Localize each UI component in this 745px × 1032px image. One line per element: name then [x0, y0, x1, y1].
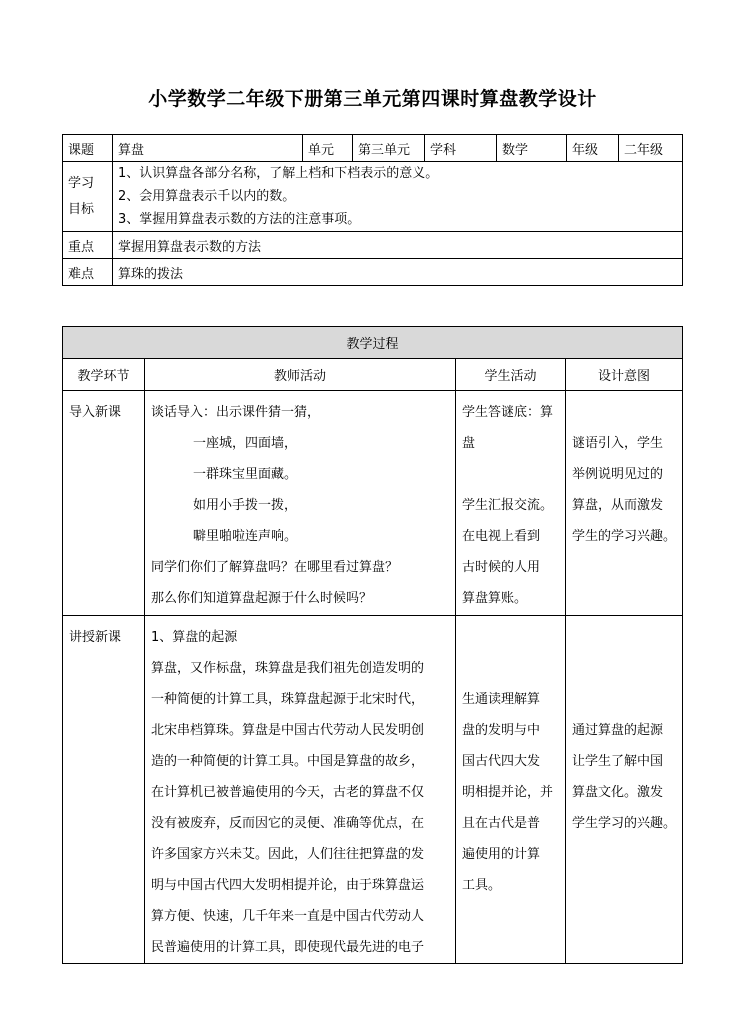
text-line: 举例说明见过的: [572, 467, 664, 482]
student-activity-cell: [456, 391, 566, 616]
text-line: 谈话导入：出示课件猜一猜，: [151, 405, 321, 420]
column-header-student: 学生活动: [456, 359, 566, 391]
text-line: 算盘文化。激发: [572, 785, 664, 800]
text-line: 学生汇报交流。: [462, 498, 554, 513]
key-value: 掌握用算盘表示数的方法: [113, 232, 683, 259]
text-line: 一座城，四面墙，: [193, 436, 298, 451]
text-line: 明相提并论，并: [462, 785, 554, 800]
text-line: 明与中国古代四大发明相提并论，由于珠算盘运: [151, 878, 425, 893]
column-header-teacher: 教师活动: [145, 359, 456, 391]
text-line: 学生的学习兴趣。: [572, 529, 677, 544]
page-title: 小学数学二年级下册第三单元第四课时算盘教学设计: [148, 88, 597, 110]
design-intent-cell: [566, 616, 683, 964]
goals-label-line2: 目标: [68, 201, 95, 217]
teacher-activity-cell: [145, 391, 456, 616]
stage-cell: 讲授新课: [63, 616, 145, 964]
text-line: 谜语引入，学生: [572, 436, 664, 451]
process-table: [62, 326, 683, 964]
table-row: [63, 391, 683, 616]
text-line: 学生答谜底：算: [462, 405, 554, 420]
text-line: 工具。: [462, 878, 502, 893]
text-line: 一种简便的计算工具，珠算盘起源于北宋时代，: [151, 692, 425, 707]
goals-list: [113, 162, 683, 232]
text-line: 国古代四大发: [462, 754, 541, 769]
text-line: 生通读理解算: [462, 692, 541, 707]
goal-item: 1、认识算盘各部分名称，了解上档和下档表示的意义。: [118, 166, 439, 181]
design-intent-cell: [566, 391, 683, 616]
text-line: 古时候的人用: [462, 560, 541, 575]
text-line: [462, 459, 559, 490]
text-line: 通过算盘的起源: [572, 723, 664, 738]
text-line: [572, 653, 676, 684]
text-line: 如用小手拨一拨，: [193, 498, 298, 513]
topic-value: 算盘: [113, 135, 303, 162]
grade-label: 年级: [567, 135, 619, 162]
text-line: [462, 653, 559, 684]
text-line: 算盘，又作标盘，珠算盘是我们祖先创造发明的: [151, 661, 425, 676]
text-line: 在电视上看到: [462, 529, 541, 544]
text-line: 算方便、快速，几千年来一直是中国古代劳动人: [151, 909, 425, 924]
text-line: 遍使用的计算: [462, 847, 541, 862]
text-line: 学生学习的兴趣。: [572, 816, 677, 831]
text-line: 没有被废弃，反而因它的灵便、准确等优点，在: [151, 816, 425, 831]
text-line: [462, 622, 559, 653]
difficulty-value: 算珠的拨法: [113, 259, 683, 286]
subject-value: 数学: [497, 135, 567, 162]
difficulty-label: 难点: [63, 259, 113, 286]
text-line: 且在古代是普: [462, 816, 541, 831]
text-line: [572, 684, 676, 715]
text-line: 算盘算账。: [462, 591, 528, 606]
text-line: 许多国家方兴未艾。因此，人们往往把算盘的发: [151, 847, 425, 862]
column-header-stage: 教学环节: [63, 359, 145, 391]
text-line: 噼里啪啦连声响。: [193, 529, 298, 544]
stage-cell: 导入新课: [63, 391, 145, 616]
text-line: 1、算盘的起源: [151, 630, 238, 645]
table-row: [63, 616, 683, 964]
text-line: 在计算机已被普遍使用的今天，古老的算盘不仅: [151, 785, 425, 800]
grade-value: 二年级: [619, 135, 683, 162]
goal-item: 2、会用算盘表示千以内的数。: [118, 189, 296, 204]
goal-item: 3、掌握用算盘表示数的方法的注意事项。: [118, 212, 361, 227]
subject-label: 学科: [425, 135, 497, 162]
text-line: 让学生了解中国: [572, 754, 664, 769]
text-line: 造的一种简便的计算工具。中国是算盘的故乡，: [151, 754, 425, 769]
column-header-intent: 设计意图: [566, 359, 683, 391]
text-line: 盘的发明与中: [462, 723, 541, 738]
text-line: 一群珠宝里面藏。: [193, 467, 298, 482]
text-line: 同学们你们了解算盘吗？在哪里看过算盘？: [151, 560, 399, 575]
key-label: 重点: [63, 232, 113, 259]
unit-label: 单元: [303, 135, 353, 162]
text-line: 那么你们知道算盘起源于什么时候吗？: [151, 591, 373, 606]
topic-label: 课题: [63, 135, 113, 162]
text-line: [572, 622, 676, 653]
text-line: 算盘，从而激发: [572, 498, 664, 513]
goals-label: [63, 162, 113, 232]
process-header: 教学过程: [63, 327, 683, 359]
goals-label-line1: 学习: [68, 175, 95, 191]
text-line: 民普遍使用的计算工具，即使现代最先进的电子: [151, 940, 425, 955]
text-line: 北宋串档算珠。算盘是中国古代劳动人民发明创: [151, 723, 425, 738]
unit-value: 第三单元: [353, 135, 425, 162]
text-line: 盘: [462, 436, 476, 451]
text-line: [572, 397, 676, 428]
info-table: [62, 134, 683, 286]
student-activity-cell: [456, 616, 566, 964]
teacher-activity-cell: [145, 616, 456, 964]
